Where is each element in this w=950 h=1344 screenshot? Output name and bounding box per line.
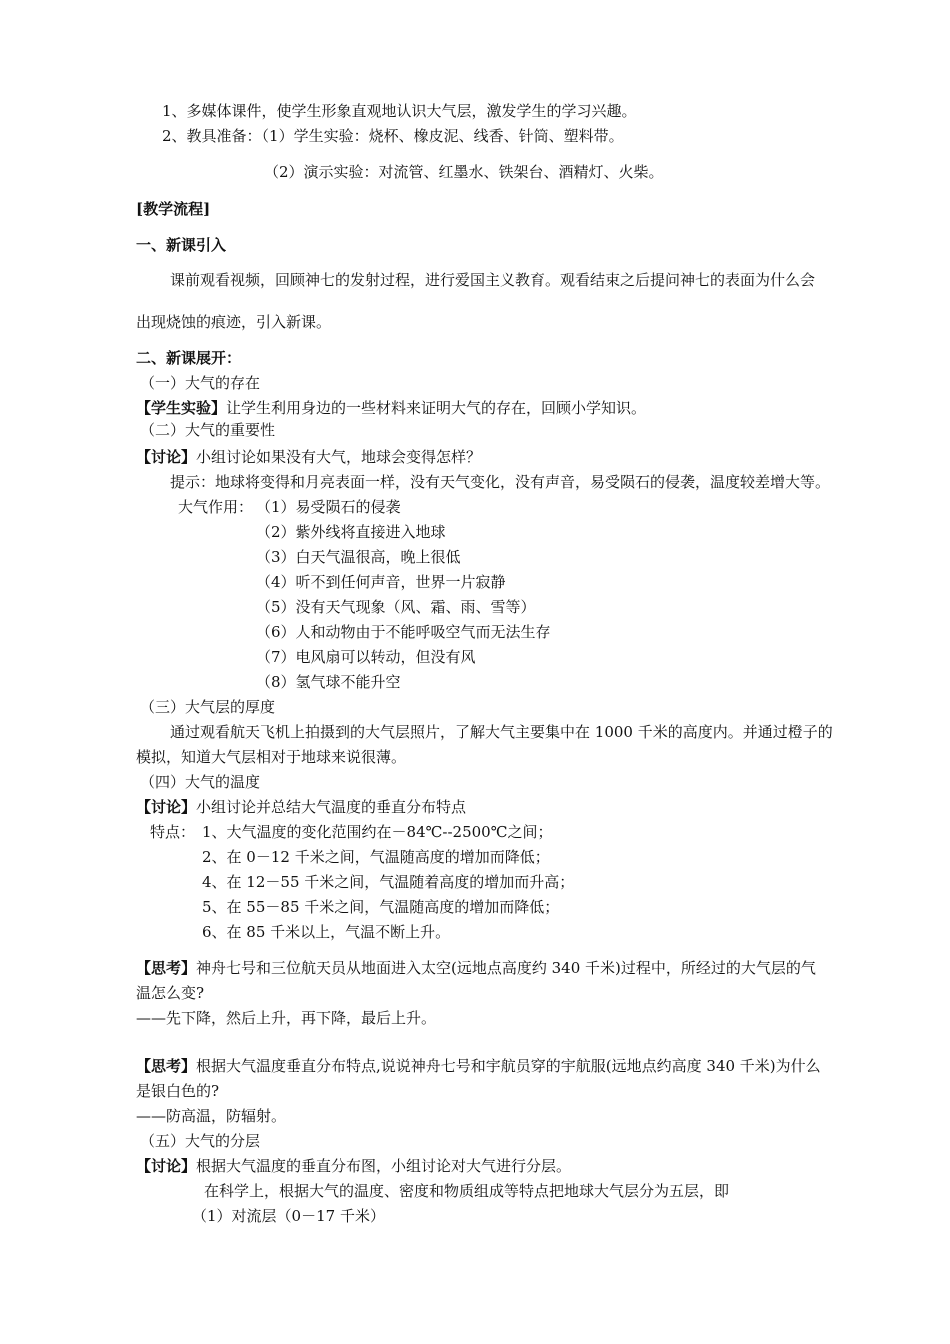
section2-heading: 二、新课展开： [136,349,242,367]
prep-item-2: 2、教具准备：（1）学生实验：烧杯、橡皮泥、线香、针筒、塑料带。 [162,127,624,145]
discussion-3-text: 根据大气温度的垂直分布图，小组讨论对大气进行分层。 [196,1157,572,1175]
student-experiment-text: 让学生利用身边的一些材料来证明大气的存在，回顾小学知识。 [226,399,647,417]
student-experiment-line [136,398,646,418]
effect-item: （6）人和动物由于不能呼吸空气而无法生存 [256,623,551,641]
layers-intro: 在科学上，根据大气的温度、密度和物质组成等特点把地球大气层分为五层，即 [204,1182,730,1200]
feature-item: 1、大气温度的变化范围约在－84℃--2500℃之间； [202,823,553,841]
think-1-line1 [136,958,816,978]
hint-text: 提示：地球将变得和月亮表面一样，没有天气变化，没有声音，易受陨石的侵袭，温度较差增大等。 [170,473,831,491]
effect-item: （8）氢气球不能升空 [256,673,401,691]
think-2-tag: 【思考】 [136,1057,197,1075]
discussion-2-tag: 【讨论】 [136,798,197,816]
think-1-tag: 【思考】 [136,959,197,977]
discussion-3-line [136,1156,571,1176]
think-2-line2: 是银白色的? [136,1082,220,1100]
effect-item: （4）听不到任何声音，世界一片寂静 [256,573,506,591]
effect-item: （5）没有天气现象（风、霜、雨、雪等） [256,598,536,616]
subsection-5-title: （五）大气的分层 [140,1132,261,1150]
subsection-1-title: （一）大气的存在 [140,374,261,392]
thickness-para-line1: 通过观看航天飞机上拍摄到的大气层照片，了解大气主要集中在 1000 千米的高度内。并通过橙子的 [170,723,833,741]
feature-item: 2、在 0－12 千米之间，气温随高度的增加而降低； [202,848,550,866]
discussion-1-text: 小组讨论如果没有大气，地球会变得怎样？ [196,448,482,466]
thickness-para-line2: 模拟，知道大气层相对于地球来说很薄。 [136,748,407,766]
discussion-1-tag: 【讨论】 [136,448,197,466]
effect-item: （3）白天气温很高，晚上很低 [256,548,461,566]
effect-item: （1）易受陨石的侵袭 [256,498,401,516]
discussion-2-line [136,797,466,817]
feature-item: 6、在 85 千米以上，气温不断上升。 [202,923,451,941]
discussion-3-tag: 【讨论】 [136,1157,197,1175]
effect-item: （7）电风扇可以转动，但没有风 [256,648,476,666]
feature-item: 4、在 12－55 千米之间，气温随着高度的增加而升高； [202,873,575,891]
think-2-line1 [136,1056,821,1076]
subsection-4-title: （四）大气的温度 [140,773,261,791]
think-1-line2: 温怎么变? [136,984,205,1002]
subsection-3-title: （三）大气层的厚度 [140,698,276,716]
think-1-answer: ——先下降，然后上升，再下降，最后上升。 [136,1009,437,1027]
section1-para-line2: 出现烧蚀的痕迹，引入新课。 [136,313,332,331]
student-experiment-tag: 【学生实验】 [136,399,227,417]
feature-item: 5、在 55－85 千米之间，气温随高度的增加而降低； [202,898,560,916]
flow-title: [教学流程] [136,200,211,218]
think-2-text: 根据大气温度垂直分布特点,说说神舟七号和宇航员穿的宇航服(远地点约高度 340 千米)为什么 [196,1057,821,1075]
discussion-1-line [136,447,481,467]
discussion-2-text: 小组讨论并总结大气温度的垂直分布特点 [196,798,467,816]
think-2-answer: ——防高温，防辐射。 [136,1107,287,1125]
effects-label: 大气作用： [178,498,254,516]
features-label: 特点： [150,823,196,841]
section1-para-line1: 课前观看视频，回顾神七的发射过程，进行爱国主义教育。观看结束之后提问神七的表面为什么会 [170,271,816,289]
think-1-text: 神舟七号和三位航天员从地面进入太空(远地点高度约 340 千米)过程中，所经过的大气层的气 [196,959,816,977]
prep-item-1: 1、多媒体课件，使学生形象直观地认识大气层，激发学生的学习兴趣。 [162,102,637,120]
subsection-2-title: （二）大气的重要性 [140,421,276,439]
effect-item: （2）紫外线将直接进入地球 [256,523,446,541]
section1-heading: 一、新课引入 [136,236,227,254]
prep-item-2b: （2）演示实验：对流管、红墨水、铁架台、酒精灯、火柴。 [264,163,664,181]
layer-1: （1）对流层（0－17 千米） [192,1207,385,1225]
